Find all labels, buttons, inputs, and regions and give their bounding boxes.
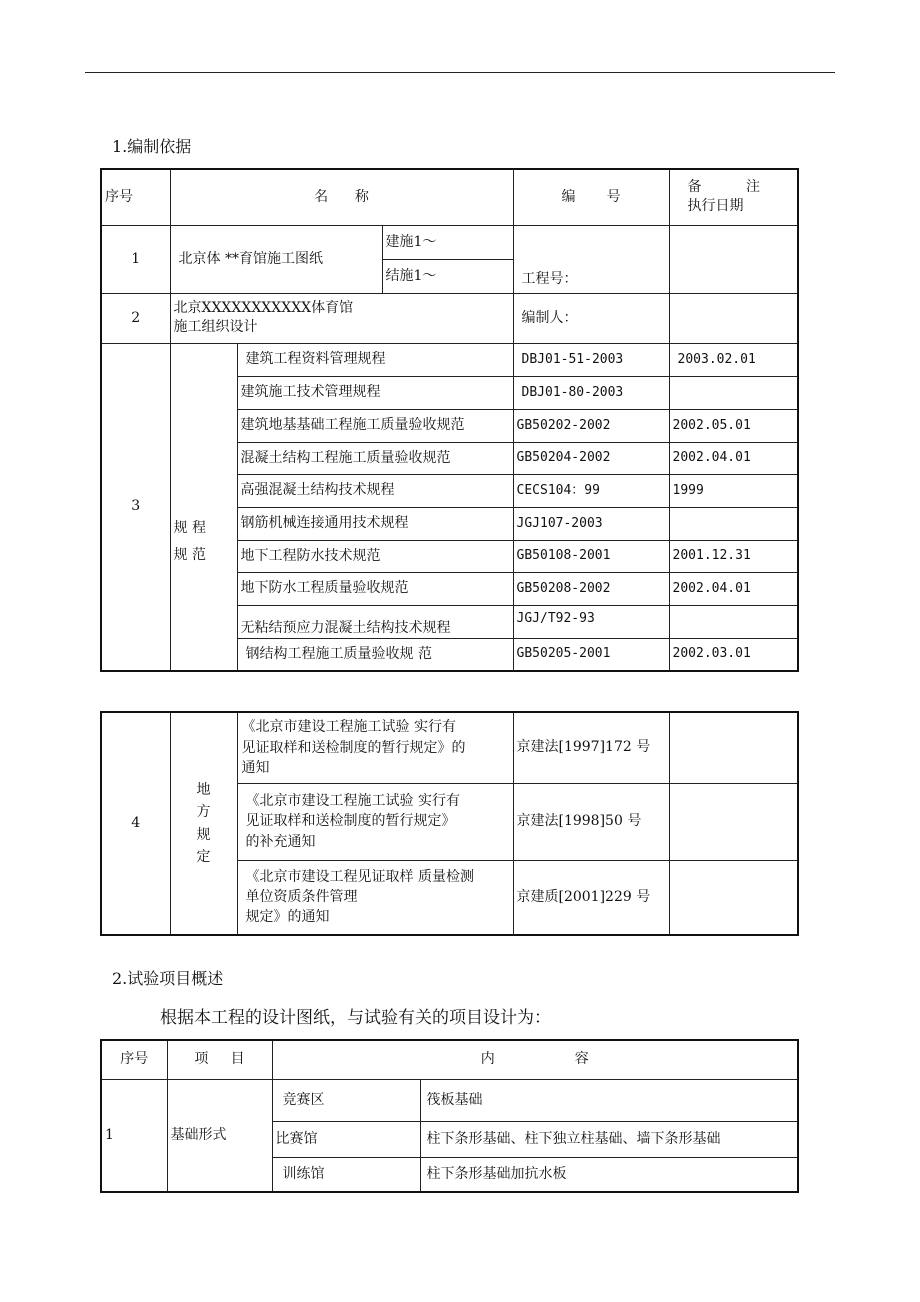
basis-table-header bbox=[101, 169, 798, 225]
table-row bbox=[101, 712, 798, 783]
regulation-remark bbox=[669, 783, 798, 860]
area-label: 竞赛区 bbox=[272, 1079, 420, 1121]
table-row bbox=[101, 343, 798, 376]
regulation-title-line: 《北京市建设工程施工试验 实行有 bbox=[245, 793, 460, 810]
standard-date bbox=[669, 507, 798, 540]
regulation-title-line: 见证取样和送检制度的暂行规定》的 bbox=[241, 739, 466, 756]
area-content: 柱下条形基础加抗水板 bbox=[420, 1157, 798, 1192]
header-remark-line1: 备 注 bbox=[687, 179, 761, 196]
row4-seq: 4 bbox=[101, 712, 170, 935]
row1-sub2: 结施1～ bbox=[382, 259, 513, 293]
standard-date: 2002.04.01 bbox=[669, 442, 798, 474]
standard-date: 2003.02.01 bbox=[669, 343, 798, 376]
section-2-title: 2.试验项目概述 bbox=[112, 969, 224, 988]
header-item: 项 目 bbox=[167, 1040, 272, 1079]
row3-category bbox=[170, 343, 237, 671]
row1-code: 工程号： bbox=[513, 225, 669, 293]
standard-name: 建筑地基基础工程施工质量验收规范 bbox=[237, 409, 513, 442]
section-2-intro: 根据本工程的设计图纸，与试验有关的项目设计为： bbox=[160, 1008, 551, 1028]
section-1-title: 1.编制依据 bbox=[112, 137, 192, 156]
header-seq: 序号 bbox=[101, 169, 170, 225]
regulation-remark bbox=[669, 860, 798, 935]
standard-code: JGJ/T92-93 bbox=[513, 605, 669, 638]
row1-name: 北京体 **育馆施工图纸 bbox=[170, 225, 382, 293]
area-label: 训练馆 bbox=[272, 1157, 420, 1192]
standard-name: 建筑工程资料管理规程 bbox=[237, 343, 513, 376]
row2-name-line1: 北京XXXXXXXXXXX体育馆 bbox=[173, 300, 354, 317]
regulation-title-line: 的补充通知 bbox=[245, 833, 316, 850]
standard-name: 地下防水工程质量验收规范 bbox=[237, 572, 513, 605]
standard-code: DBJ01-80-2003 bbox=[513, 376, 669, 409]
regulation-code: 京建法[1998]50 号 bbox=[513, 783, 669, 860]
header-rule bbox=[85, 72, 835, 73]
header-remark-line2: 执行日期 bbox=[687, 198, 744, 215]
header-remark bbox=[669, 169, 798, 225]
test-items-table bbox=[100, 1039, 799, 1193]
standard-code: GB50202-2002 bbox=[513, 409, 669, 442]
row4-category-char: 规 bbox=[196, 826, 211, 843]
standard-name: 混凝土结构工程施工质量验收规范 bbox=[237, 442, 513, 474]
table-row bbox=[101, 225, 798, 259]
area-label: 比赛馆 bbox=[272, 1121, 420, 1157]
header-name: 名 称 bbox=[170, 169, 513, 225]
table-row bbox=[101, 1079, 798, 1121]
table-row bbox=[101, 293, 798, 343]
test-item: 基础形式 bbox=[167, 1079, 272, 1192]
regulation-title bbox=[237, 712, 513, 783]
area-content: 筏板基础 bbox=[420, 1079, 798, 1121]
standard-code: GB50204-2002 bbox=[513, 442, 669, 474]
row3-category-line2: 规 范 bbox=[173, 546, 206, 563]
standard-date: 2001.12.31 bbox=[669, 540, 798, 572]
row4-category-char: 地 bbox=[196, 781, 211, 798]
regulation-title-line: 见证取样和送检制度的暂行规定》 bbox=[245, 813, 456, 830]
local-regulations-table bbox=[100, 711, 799, 936]
standard-code: JGJ107-2003 bbox=[513, 507, 669, 540]
standard-name: 高强混凝土结构技术规程 bbox=[237, 474, 513, 507]
row2-seq: 2 bbox=[101, 293, 170, 343]
row4-category bbox=[170, 712, 237, 935]
row3-seq: 3 bbox=[101, 343, 170, 671]
standard-code: GB50205-2001 bbox=[513, 638, 669, 671]
row2-name-line2: 施工组织设计 bbox=[173, 319, 258, 335]
standard-date: 2002.04.01 bbox=[669, 572, 798, 605]
standard-name: 地下工程防水技术规范 bbox=[237, 540, 513, 572]
standard-name: 建筑施工技术管理规程 bbox=[237, 376, 513, 409]
standard-code: GB50208-2002 bbox=[513, 572, 669, 605]
header-seq: 序号 bbox=[101, 1040, 167, 1079]
row1-sub1: 建施1～ bbox=[382, 225, 513, 259]
regulation-code: 京建质[2001]229 号 bbox=[513, 860, 669, 935]
row2-code: 编制人： bbox=[513, 293, 669, 343]
regulation-title bbox=[237, 783, 513, 860]
standard-name: 无粘结预应力混凝土结构技术规程 bbox=[237, 605, 513, 638]
row4-category-char: 定 bbox=[196, 848, 211, 865]
standard-code: CECS104：99 bbox=[513, 474, 669, 507]
row2-name bbox=[170, 293, 513, 343]
standard-name: 钢结构工程施工质量验收规 范 bbox=[237, 638, 513, 671]
row2-remark bbox=[669, 293, 798, 343]
header-content: 内 容 bbox=[272, 1040, 798, 1079]
regulation-title-line: 规定》的通知 bbox=[245, 909, 330, 926]
standard-name: 钢筋机械连接通用技术规程 bbox=[237, 507, 513, 540]
row3-category-line1: 规 程 bbox=[173, 519, 206, 536]
standard-date: 2002.03.01 bbox=[669, 638, 798, 671]
test-seq: 1 bbox=[101, 1079, 167, 1192]
standard-date bbox=[669, 376, 798, 409]
regulation-title-line: 通知 bbox=[241, 759, 270, 776]
row4-category-char: 方 bbox=[196, 804, 211, 821]
basis-table bbox=[100, 168, 799, 672]
regulation-title bbox=[237, 860, 513, 935]
regulation-code: 京建法[1997]172 号 bbox=[513, 712, 669, 783]
standard-code: GB50108-2001 bbox=[513, 540, 669, 572]
regulation-remark bbox=[669, 712, 798, 783]
standard-date bbox=[669, 605, 798, 638]
regulation-title-line: 单位资质条件管理 bbox=[245, 889, 358, 906]
standard-date: 2002.05.01 bbox=[669, 409, 798, 442]
header-code: 编 号 bbox=[513, 169, 669, 225]
standard-date: 1999 bbox=[669, 474, 798, 507]
regulation-title-line: 《北京市建设工程见证取样 质量检测 bbox=[245, 868, 474, 885]
area-content: 柱下条形基础、柱下独立柱基础、墙下条形基础 bbox=[420, 1121, 798, 1157]
regulation-title-line: 《北京市建设工程施工试验 实行有 bbox=[241, 719, 456, 736]
standard-code: DBJ01-51-2003 bbox=[513, 343, 669, 376]
test-items-header bbox=[101, 1040, 798, 1079]
row1-seq: 1 bbox=[101, 225, 170, 293]
row1-remark bbox=[669, 225, 798, 293]
